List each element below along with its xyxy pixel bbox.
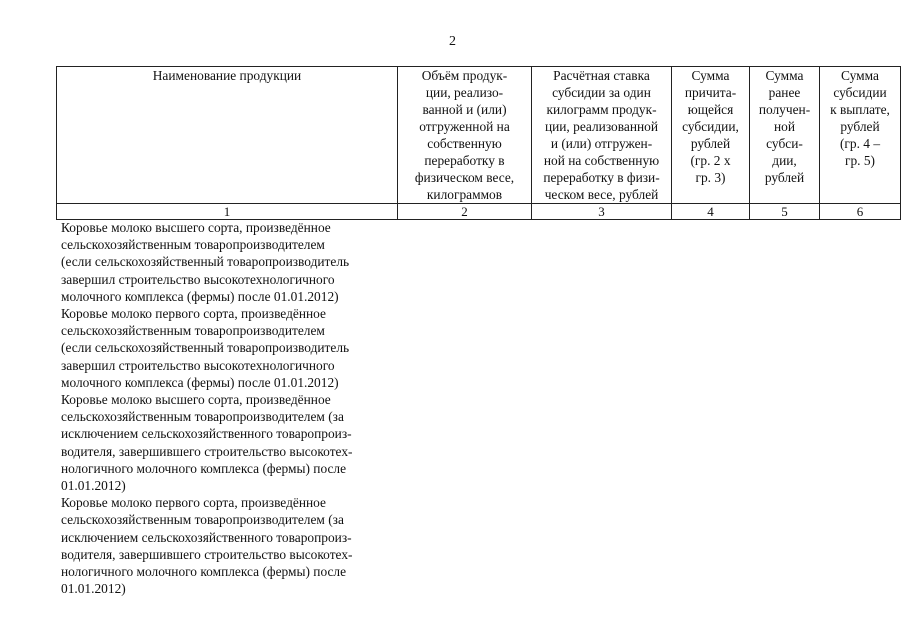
column-number: 3	[532, 204, 672, 220]
column-number-row	[57, 204, 901, 220]
column-number: 2	[398, 204, 532, 220]
header-rate: Расчётная ставка субсидии за один килограмм продук- ции, реализованной и (или) отгружен- ной на собственную переработку в физи- ческом весе, рублей	[532, 67, 672, 204]
header-received-amount: Сумма ранее получен- ной субси- дии, рублей	[750, 67, 820, 204]
header-row	[57, 67, 901, 204]
column-number: 4	[672, 204, 750, 220]
column-number: 1	[57, 204, 398, 220]
column-number: 5	[750, 204, 820, 220]
header-payable-amount: Сумма субсидии к выплате, рублей (гр. 4 – гр. 5)	[820, 67, 901, 204]
product-row: Коровье молоко первого сорта, произведённое сельскохозяйственным товаропроизводителем (если сельскохозяйственный товаропроизводитель завершил строительство высокотехнологичного молочного комплекса (фермы) после 01.01.2012)	[61, 306, 350, 390]
header-due-amount: Сумма причита- ющейся субсидии, рублей (гр. 2 х гр. 3)	[672, 67, 750, 204]
page-number: 2	[449, 34, 456, 49]
product-row: Коровье молоко первого сорта, произведённое сельскохозяйственным товаропроизводителем (за исключением сельскохозяйственного товаропроиз- водителя, завершившего строительство высокотех- нологичного молочного комплекса (фермы) после 01.01.2012)	[61, 495, 353, 597]
product-row: Коровье молоко высшего сорта, произведённое сельскохозяйственным товаропроизводителем (за исключением сельскохозяйственного товаропроиз- водителя, завершившего строительство высокотех- нологичного молочного комплекса (фермы) после 01.01.2012)	[61, 392, 353, 494]
subsidy-table	[56, 66, 901, 220]
column-number: 6	[820, 204, 901, 220]
product-rows	[61, 219, 401, 597]
header-product-name: Наименование продукции	[57, 67, 398, 204]
product-row: Коровье молоко высшего сорта, произведённое сельскохозяйственным товаропроизводителем (если сельскохозяйственный товаропроизводитель завершил строительство высокотехнологичного молочного комплекса (фермы) после 01.01.2012)	[61, 220, 350, 304]
header-volume: Объём продук- ции, реализо- ванной и (или) отгруженной на собственную переработку в физическом весе, килограммов	[398, 67, 532, 204]
